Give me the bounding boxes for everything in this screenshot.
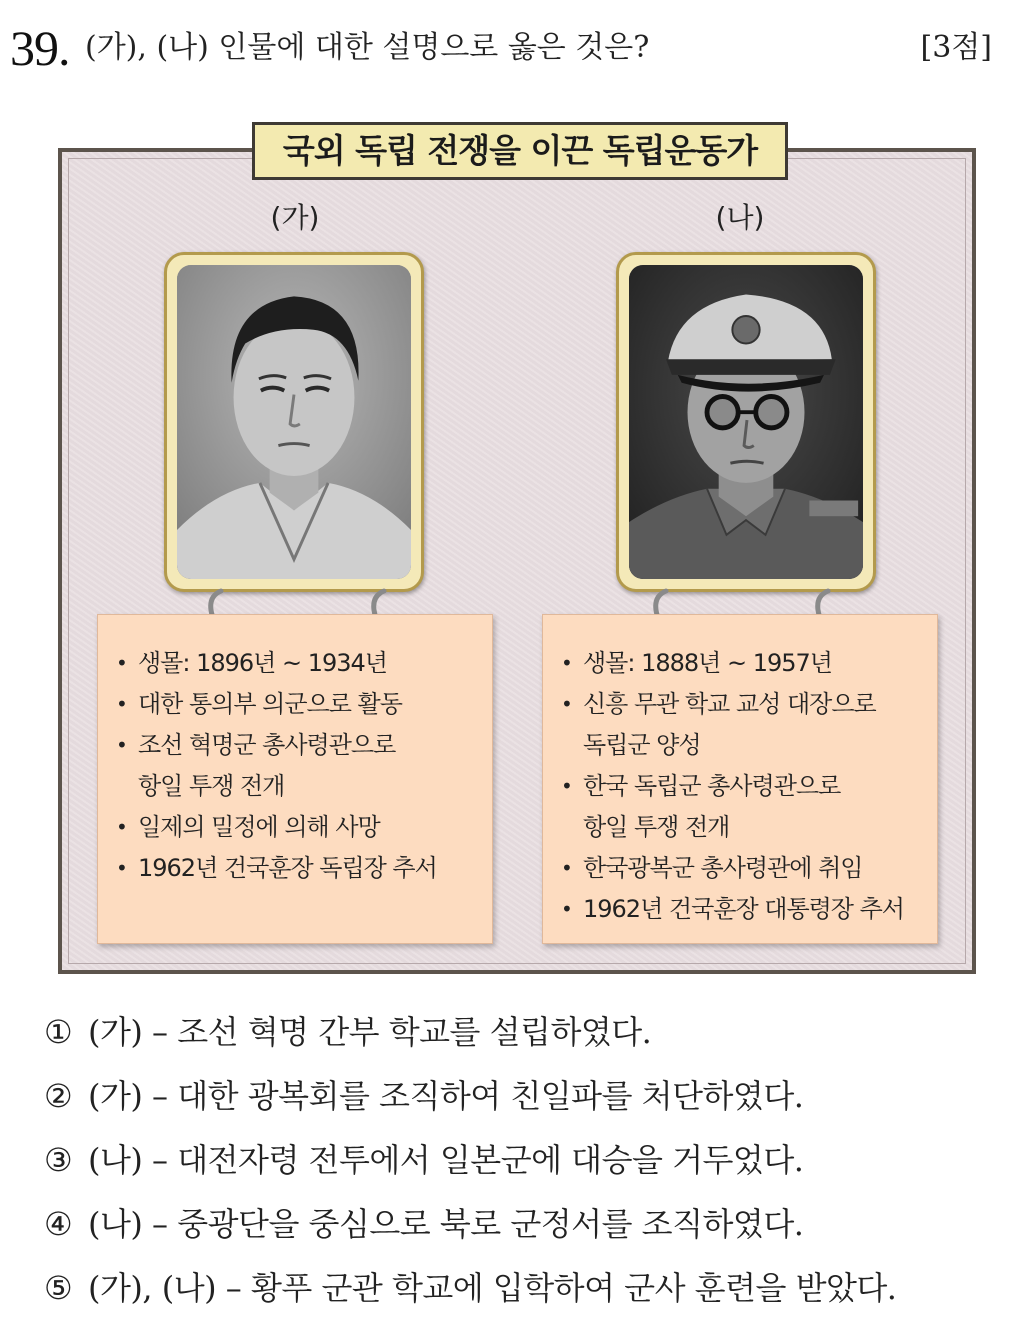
choice-3[interactable]	[44, 1128, 1004, 1192]
fact-item: • 대한 통의부 의군으로 활동	[116, 684, 492, 725]
fact-item: • 한국 독립군 총사령관으로	[561, 766, 937, 807]
fact-item: • 1962년 건국훈장 대통령장 추서	[561, 889, 937, 930]
fact-item: • 일제의 밀정에 의해 사망	[116, 807, 492, 848]
choice-number: ①	[44, 1013, 73, 1051]
person-b-photo-frame	[616, 252, 876, 592]
person-a-info-card	[97, 614, 493, 944]
fact-item: • 생몰: 1896년 ~ 1934년	[116, 643, 492, 684]
choice-5[interactable]	[44, 1256, 1004, 1320]
question-header	[10, 18, 1000, 78]
fact-item: • 조선 혁명군 총사령관으로	[116, 725, 492, 766]
person-a-facts	[116, 643, 492, 889]
choice-text: (가) – 조선 혁명 간부 학교를 설립하였다.	[88, 1013, 652, 1051]
choice-number: ④	[44, 1205, 73, 1243]
person-b-info-card	[542, 614, 938, 944]
person-b-label: (나)	[715, 201, 765, 234]
question-number: 39.	[10, 20, 70, 76]
choice-1[interactable]	[44, 1000, 1004, 1064]
panel-title: 국외 독립 전쟁을 이끈 독립운동가	[252, 122, 788, 180]
choice-text: (가), (나) – 황푸 군관 학교에 입학하여 군사 훈련을 받았다.	[88, 1269, 897, 1307]
choice-number: ⑤	[44, 1269, 73, 1307]
fact-item: • 신흥 무관 학교 교성 대장으로	[561, 684, 937, 725]
choice-number: ②	[44, 1077, 73, 1115]
fact-item-continued: 항일 투쟁 전개	[583, 813, 730, 841]
question-text: (가), (나) 인물에 대한 설명으로 옳은 것은?	[85, 30, 650, 65]
person-a-photo	[177, 265, 411, 579]
person-b-facts	[561, 643, 937, 930]
choice-number: ③	[44, 1141, 73, 1179]
question-points: [3점]	[920, 30, 992, 65]
person-b-photo	[629, 265, 863, 579]
fact-item-continued: 항일 투쟁 전개	[138, 772, 285, 800]
choice-2[interactable]	[44, 1064, 1004, 1128]
choice-text: (나) – 중광단을 중심으로 북로 군정서를 조직하였다.	[88, 1205, 804, 1243]
fact-item: • 1962년 건국훈장 독립장 추서	[116, 848, 492, 889]
choice-text: (가) – 대한 광복회를 조직하여 친일파를 처단하였다.	[88, 1077, 804, 1115]
person-a-label: (가)	[270, 201, 320, 234]
answer-choices	[44, 1000, 1004, 1320]
fact-item-continued: 독립군 양성	[583, 731, 701, 759]
person-a-photo-frame	[164, 252, 424, 592]
choice-text: (나) – 대전자령 전투에서 일본군에 대승을 거두었다.	[88, 1141, 804, 1179]
fact-item: • 생몰: 1888년 ~ 1957년	[561, 643, 937, 684]
choice-4[interactable]	[44, 1192, 1004, 1256]
fact-item: • 한국광복군 총사령관에 취임	[561, 848, 937, 889]
